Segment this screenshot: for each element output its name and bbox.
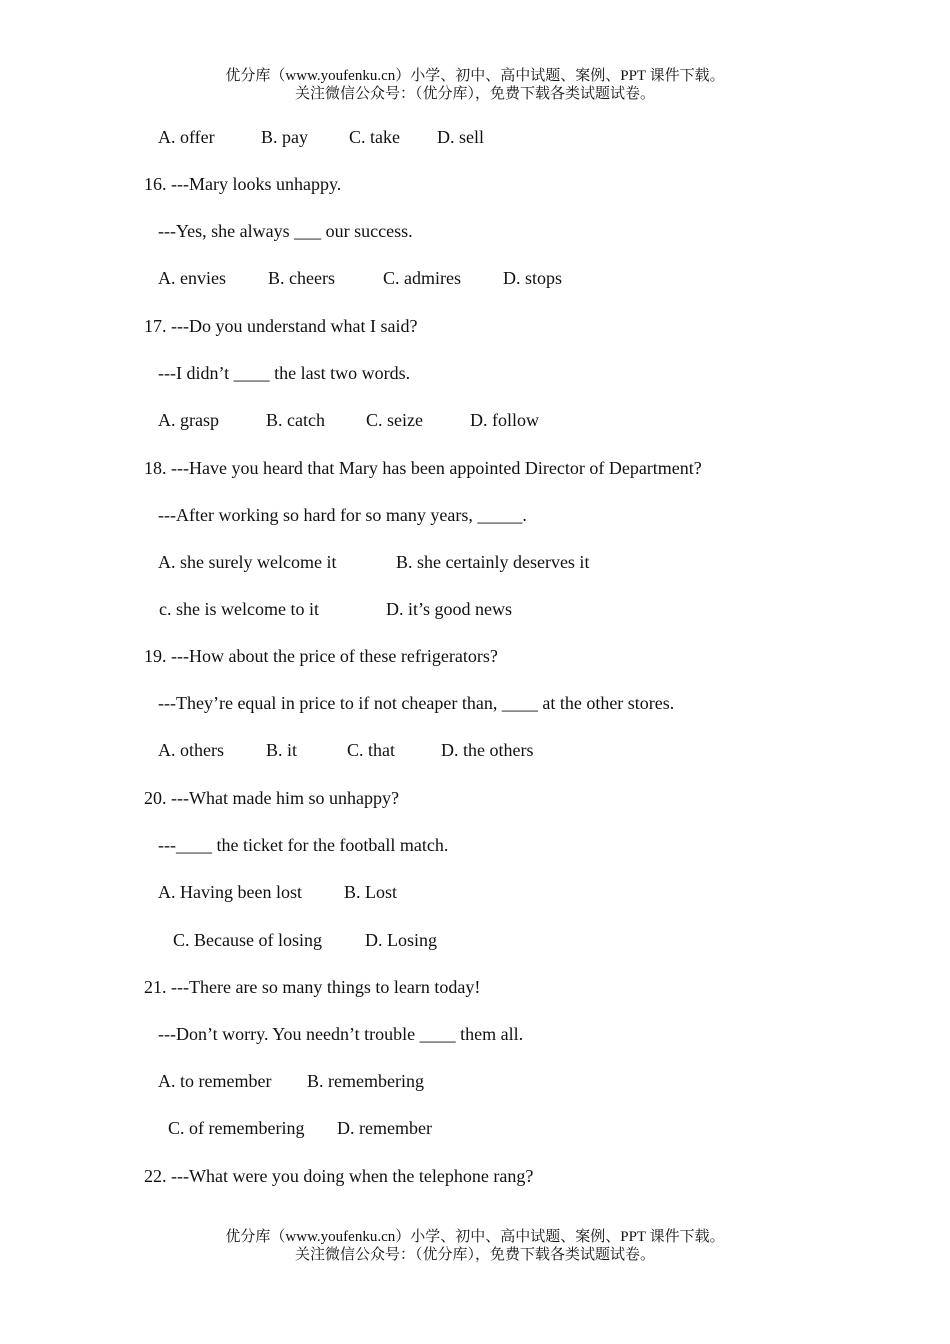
q21-reply: ---Don’t worry. You needn’t trouble ____ them all. [158, 1024, 524, 1044]
q16-option-b: B. cheers [268, 268, 335, 288]
q16-stem: 16. ---Mary looks unhappy. [144, 174, 342, 194]
q20-option-a: A. Having been lost [158, 882, 302, 902]
footer-line-2: 关注微信公众号：（优分库），免费下载各类试题试卷。 [294, 1247, 655, 1263]
q15-option-b: B. pay [261, 127, 308, 147]
q16-option-d: D. stops [503, 268, 563, 288]
q15-option-a: A. offer [158, 127, 215, 147]
q16-reply: ---Yes, she always ___ our success. [158, 221, 413, 241]
q19-option-c: C. that [347, 740, 395, 760]
q15-option-d: D. sell [437, 127, 484, 147]
q19-option-d: D. the others [441, 740, 534, 760]
page-footer [0, 1228, 950, 1264]
q20-reply: ---____ the ticket for the football match. [158, 835, 449, 855]
q18-stem: 18. ---Have you heard that Mary has been appointed Director of Department? [144, 458, 702, 478]
header-line-2: 关注微信公众号：（优分库），免费下载各类试题试卷。 [294, 86, 655, 102]
q15-option-c: C. take [349, 127, 400, 147]
q21-option-a: A. to remember [158, 1071, 272, 1091]
q17-stem: 17. ---Do you understand what I said? [144, 316, 418, 336]
q21-option-c: C. of remembering [168, 1118, 305, 1138]
q18-option-b: B. she certainly deserves it [396, 552, 590, 572]
page-header [0, 67, 950, 103]
q17-option-d: D. follow [470, 410, 539, 430]
q21-option-b: B. remembering [307, 1071, 424, 1091]
q19-reply: ---They’re equal in price to if not cheaper than, ____ at the other stores. [158, 693, 675, 713]
q19-option-b: B. it [266, 740, 298, 760]
q17-option-a: A. grasp [158, 410, 219, 430]
q16-option-c: C. admires [383, 268, 461, 288]
q22-stem: 22. ---What were you doing when the telephone rang? [144, 1166, 534, 1186]
q18-option-a: A. she surely welcome it [158, 552, 337, 572]
q17-reply: ---I didn’t ____ the last two words. [158, 363, 411, 383]
q16-option-a: A. envies [158, 268, 226, 288]
q17-option-b: B. catch [266, 410, 325, 430]
q19-stem: 19. ---How about the price of these refrigerators? [144, 646, 498, 666]
q18-option-d: D. it’s good news [386, 599, 512, 619]
q17-option-c: C. seize [366, 410, 423, 430]
header-line-1: 优分库（www.youfenku.cn）小学、初中、高中试题、案例、PPT 课件下载。 [225, 68, 725, 84]
q18-option-c: c. she is welcome to it [159, 599, 319, 619]
q20-option-d: D. Losing [365, 930, 437, 950]
q20-stem: 20. ---What made him so unhappy? [144, 788, 399, 808]
q20-option-b: B. Lost [344, 882, 398, 902]
q21-stem: 21. ---There are so many things to learn today! [144, 977, 481, 997]
q20-option-c: C. Because of losing [173, 930, 322, 950]
footer-line-1: 优分库（www.youfenku.cn）小学、初中、高中试题、案例、PPT 课件下载。 [225, 1229, 725, 1245]
q21-option-d: D. remember [337, 1118, 432, 1138]
q18-reply: ---After working so hard for so many years, _____. [158, 505, 527, 525]
q19-option-a: A. others [158, 740, 224, 760]
